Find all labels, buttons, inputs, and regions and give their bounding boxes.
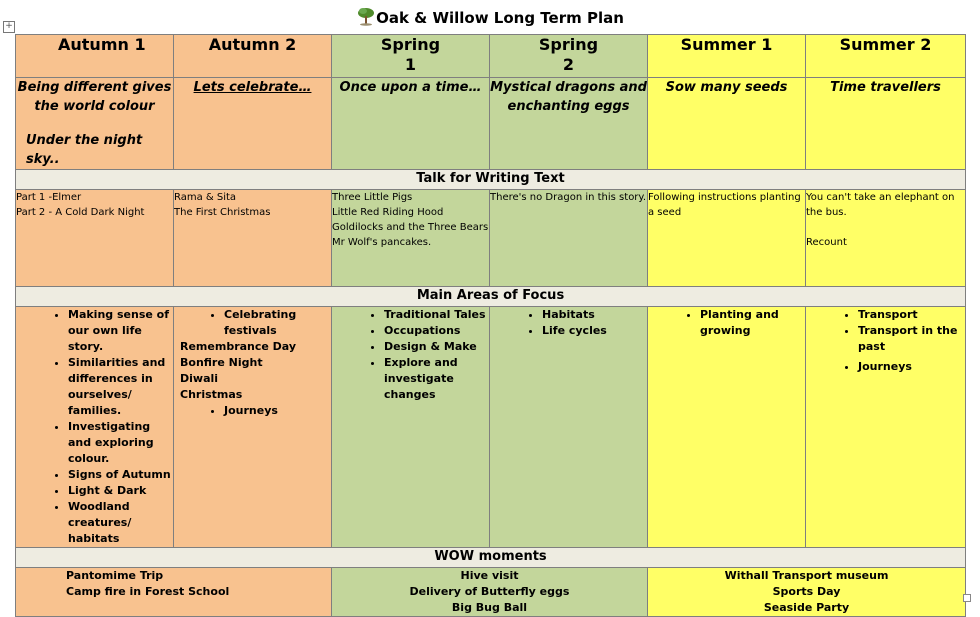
focus-line: Christmas xyxy=(180,388,243,401)
list-item: • Celebrating festivals xyxy=(224,307,331,339)
focus-autumn-2 xyxy=(174,307,332,548)
topic-autumn-2-text: Lets celebrate… xyxy=(193,80,312,95)
text-line: There's no Dragon in this story. xyxy=(490,192,647,203)
topic-autumn-1-a: Being different gives the world colour xyxy=(17,80,172,114)
list-item: • Making sense of our own life story. xyxy=(68,307,173,355)
wow-row xyxy=(16,568,966,617)
term-autumn-2: Autumn 2 xyxy=(174,35,332,78)
list-item: • Light & Dark xyxy=(68,483,173,499)
wow-line: Big Bug Ball xyxy=(451,601,528,614)
wow-line: Seaside Party xyxy=(763,601,850,614)
text-line: Three Little Pigs xyxy=(332,192,413,203)
focus-spring-1 xyxy=(332,307,490,548)
focus-autumn-1 xyxy=(16,307,174,548)
topic-autumn-1-b: Under the night sky.. xyxy=(26,133,143,167)
list-item: • Journeys xyxy=(224,403,331,419)
term-summer-1: Summer 1 xyxy=(648,35,806,78)
focus-list xyxy=(174,403,331,419)
list-item: • Transport in the past xyxy=(858,323,965,355)
focus-line: Diwali xyxy=(180,372,219,385)
term-spring-1: Spring 1 xyxy=(332,35,490,78)
page-title xyxy=(0,6,980,28)
texts-row xyxy=(16,190,966,287)
texts-summer-2 xyxy=(806,190,966,287)
long-term-plan-table xyxy=(15,34,966,617)
list-item: • Explore and investigate changes xyxy=(384,355,489,403)
text-line: Goldilocks and the Three Bears xyxy=(332,222,489,233)
text-line: Mr Wolf's pancakes. xyxy=(332,237,432,248)
list-item: • Woodland creatures/ habitats xyxy=(68,499,173,547)
section-title: Talk for Writing Text xyxy=(16,170,966,190)
text-line: The First Christmas xyxy=(174,207,271,218)
term-summer-2: Summer 2 xyxy=(806,35,966,78)
wow-summer xyxy=(648,568,966,617)
list-item: • Similarities and differences in ourselves/ families. xyxy=(68,355,173,419)
list-item: • Transport xyxy=(858,307,965,323)
term-spring-2: Spring 2 xyxy=(490,35,648,78)
focus-list xyxy=(806,307,965,375)
table-resize-handle[interactable] xyxy=(963,594,971,602)
section-title: WOW moments xyxy=(16,548,966,568)
table-move-handle[interactable]: + xyxy=(3,21,15,33)
focus-list xyxy=(332,307,489,403)
term-autumn-1: Autumn 1 xyxy=(16,35,174,78)
list-item: • Investigating and exploring colour. xyxy=(68,419,173,467)
focus-line: Remembrance Day xyxy=(180,340,297,353)
topic-spring-2: Mystical dragons and enchanting eggs xyxy=(490,78,648,170)
topic-spring-1: Once upon a time… xyxy=(332,78,490,170)
text-line: You can't take an elephant on the bus. xyxy=(806,192,955,218)
list-item: • Life cycles xyxy=(542,323,647,339)
text-line: Rama & Sita xyxy=(174,192,237,203)
topic-summer-1: Sow many seeds xyxy=(648,78,806,170)
section-band-main-areas xyxy=(16,287,966,307)
focus-list xyxy=(174,307,331,339)
focus-summer-2 xyxy=(806,307,966,548)
list-item: • Signs of Autumn xyxy=(68,467,173,483)
section-title: Main Areas of Focus xyxy=(16,287,966,307)
wow-line: Delivery of Butterfly eggs xyxy=(409,585,570,598)
topic-row xyxy=(16,78,966,170)
wow-line: Hive visit xyxy=(460,569,519,582)
focus-line: Bonfire Night xyxy=(180,356,263,369)
title-text: Oak & Willow Long Term Plan xyxy=(376,9,624,27)
blank-line xyxy=(806,220,965,235)
topic-summer-2: Time travellers xyxy=(806,78,966,170)
texts-autumn-2 xyxy=(174,190,332,287)
texts-spring-1 xyxy=(332,190,490,287)
focus-spring-2 xyxy=(490,307,648,548)
list-item: • Habitats xyxy=(542,307,647,323)
section-band-wow xyxy=(16,548,966,568)
text-line: Little Red Riding Hood xyxy=(332,207,444,218)
list-item: • Design & Make xyxy=(384,339,489,355)
wow-line: Withall Transport museum xyxy=(724,569,889,582)
text-line: Part 2 - A Cold Dark Night xyxy=(16,207,145,218)
focus-summer-1 xyxy=(648,307,806,548)
text-line: Recount xyxy=(806,237,847,248)
texts-autumn-1 xyxy=(16,190,174,287)
list-item: • Journeys xyxy=(858,359,965,375)
texts-summer-1 xyxy=(648,190,806,287)
wow-line: Camp fire in Forest School xyxy=(66,585,230,598)
tree-icon xyxy=(356,6,376,26)
text-line: Part 1 -Elmer xyxy=(16,192,82,203)
list-item: • Occupations xyxy=(384,323,489,339)
wow-autumn xyxy=(16,568,332,617)
list-item: • Planting and growing xyxy=(700,307,805,339)
topic-autumn-1 xyxy=(16,78,174,170)
text-line: Following instructions planting a seed xyxy=(648,192,801,218)
focus-row xyxy=(16,307,966,548)
list-item: • Traditional Tales xyxy=(384,307,489,323)
texts-spring-2 xyxy=(490,190,648,287)
focus-list xyxy=(490,307,647,339)
wow-spring xyxy=(332,568,648,617)
wow-line: Pantomime Trip xyxy=(66,569,164,582)
term-header-row xyxy=(16,35,966,78)
focus-list xyxy=(16,307,173,547)
topic-autumn-2 xyxy=(174,78,332,170)
wow-line: Sports Day xyxy=(772,585,841,598)
focus-list xyxy=(648,307,805,339)
section-band-talk-for-writing xyxy=(16,170,966,190)
